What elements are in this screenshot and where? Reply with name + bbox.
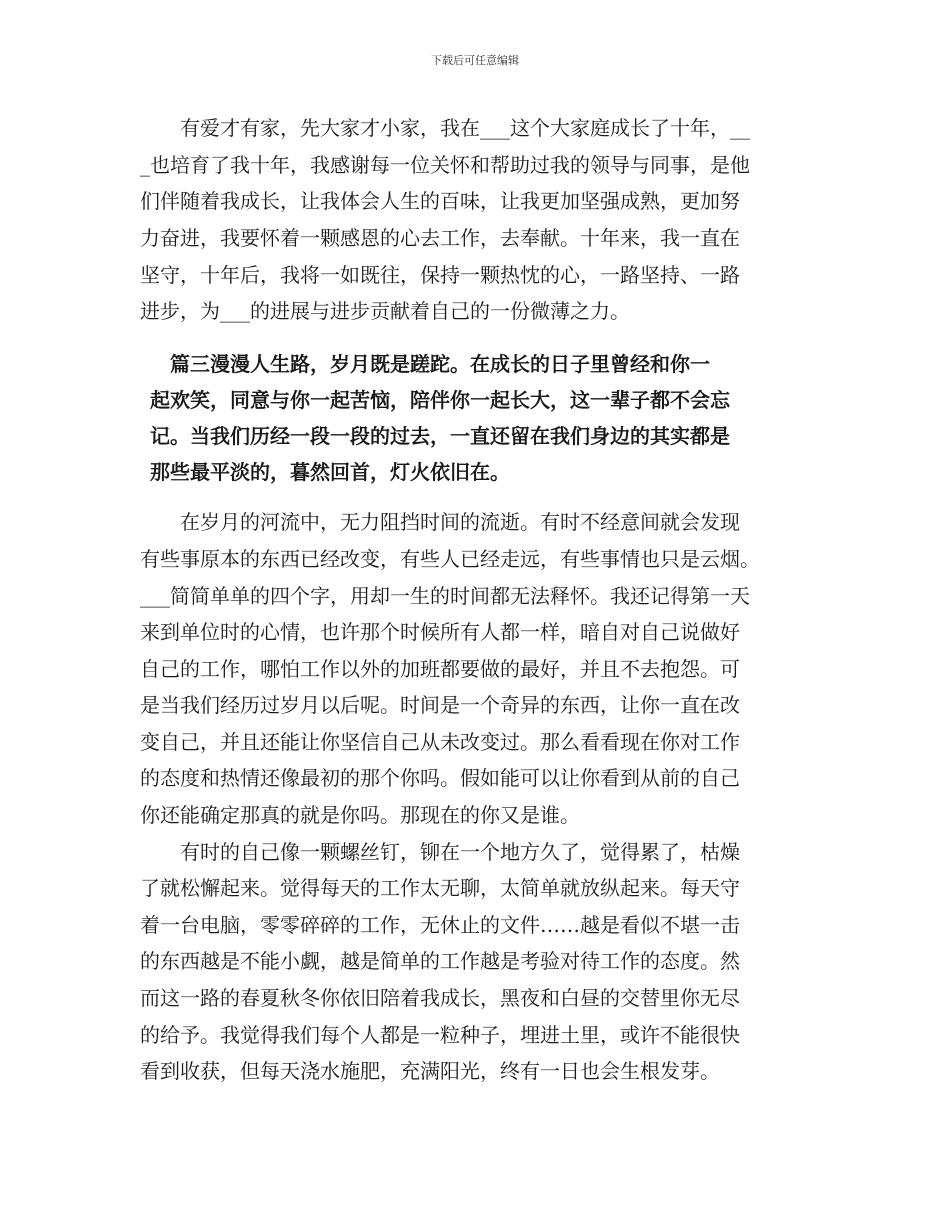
paragraph-1-line-3: 们伴随着我成长，让我体会人生的百味，让我更加坚强成熟，更加努 — [140, 189, 740, 213]
paragraph-3-line-8: 的态度和热情还像最初的那个你吗。假如能可以让你看到从前的自己 — [140, 766, 740, 790]
paragraph-3-line-4: 来到单位时的心情，也许那个时候所有人都一样，暗自对自己说做好 — [140, 620, 740, 644]
paragraph-3-line-9: 你还能确定那真的就是你吗。那现在的你又是谁。 — [140, 803, 580, 827]
paragraph-4-line-2: 了就松懈起来。觉得每天的工作太无聊，太简单就放纵起来。每天守 — [140, 876, 740, 900]
paragraph-2-line-3: 记。当我们历经一段一段的过去，一直还留在我们身边的其实都是 — [150, 424, 730, 448]
paragraph-3-line-5: 自己的工作，哪怕工作以外的加班都要做的最好，并且不去抱怨。可 — [140, 657, 740, 681]
paragraph-3-line-2: 有些事原本的东西已经改变，有些人已经走远，有些事情也只是云烟。 — [140, 547, 760, 571]
paragraph-4-line-1: 有时的自己像一颗螺丝钉，铆在一个地方久了，觉得累了，枯燥 — [140, 840, 740, 864]
paragraph-3-line-6: 是当我们经历过岁月以后呢。时间是一个奇异的东西，让你一直在改 — [140, 693, 740, 717]
paragraph-1-line-6: 进步，为___的进展与进步贡献着自己的一份微薄之力。 — [140, 299, 630, 323]
paragraph-4-line-6: 的给予。我觉得我们每个人都是一粒种子，埋进土里，或许不能很快 — [140, 1023, 740, 1047]
paragraph-3-line-1: 在岁月的河流中，无力阻挡时间的流逝。有时不经意间就会发现 — [140, 510, 740, 534]
paragraph-3-line-7: 变自己，并且还能让你坚信自己从未改变过。那么看看现在你对工作 — [140, 730, 740, 754]
paragraph-4-line-3: 着一台电脑，零零碎碎的工作，无休止的文件……越是看似不堪一击 — [140, 913, 740, 937]
paragraph-2-line-1: 篇三漫漫人生路，岁月既是蹉跎。在成长的日子里曾经和你一 — [150, 352, 710, 376]
paragraph-1-line-2: _也培育了我十年，我感谢每一位关怀和帮助过我的领导与同事，是他 — [140, 153, 750, 177]
paragraph-3-line-3: ___简简单单的四个字，用却一生的时间都无法释怀。我还记得第一天 — [140, 584, 750, 608]
paragraph-1-line-4: 力奋进，我要怀着一颗感恩的心去工作，去奉献。十年来，我一直在 — [140, 226, 740, 250]
page-header: 下载后可任意编辑 — [431, 54, 519, 67]
paragraph-4-line-4: 的东西越是不能小觑，越是简单的工作越是考验对待工作的态度。然 — [140, 949, 740, 973]
paragraph-2-line-4: 那些最平淡的，暮然回首，灯火依旧在。 — [150, 460, 510, 484]
paragraph-2-line-2: 起欢笑，同意与你一起苦恼，陪伴你一起长大，这一辈子都不会忘 — [150, 388, 730, 412]
paragraph-1-line-5: 坚守，十年后，我将一如既往，保持一颗热忱的心，一路坚持、一路 — [140, 263, 740, 287]
paragraph-4-line-5: 而这一路的春夏秋冬你依旧陪着我成长，黑夜和白昼的交替里你无尽 — [140, 986, 740, 1010]
paragraph-4-line-7: 看到收获，但每天浇水施肥，充满阳光，终有一日也会生根发芽。 — [140, 1059, 720, 1083]
paragraph-1-line-1: 有爱才有家，先大家才小家，我在___这个大家庭成长了十年，__ — [140, 116, 750, 140]
